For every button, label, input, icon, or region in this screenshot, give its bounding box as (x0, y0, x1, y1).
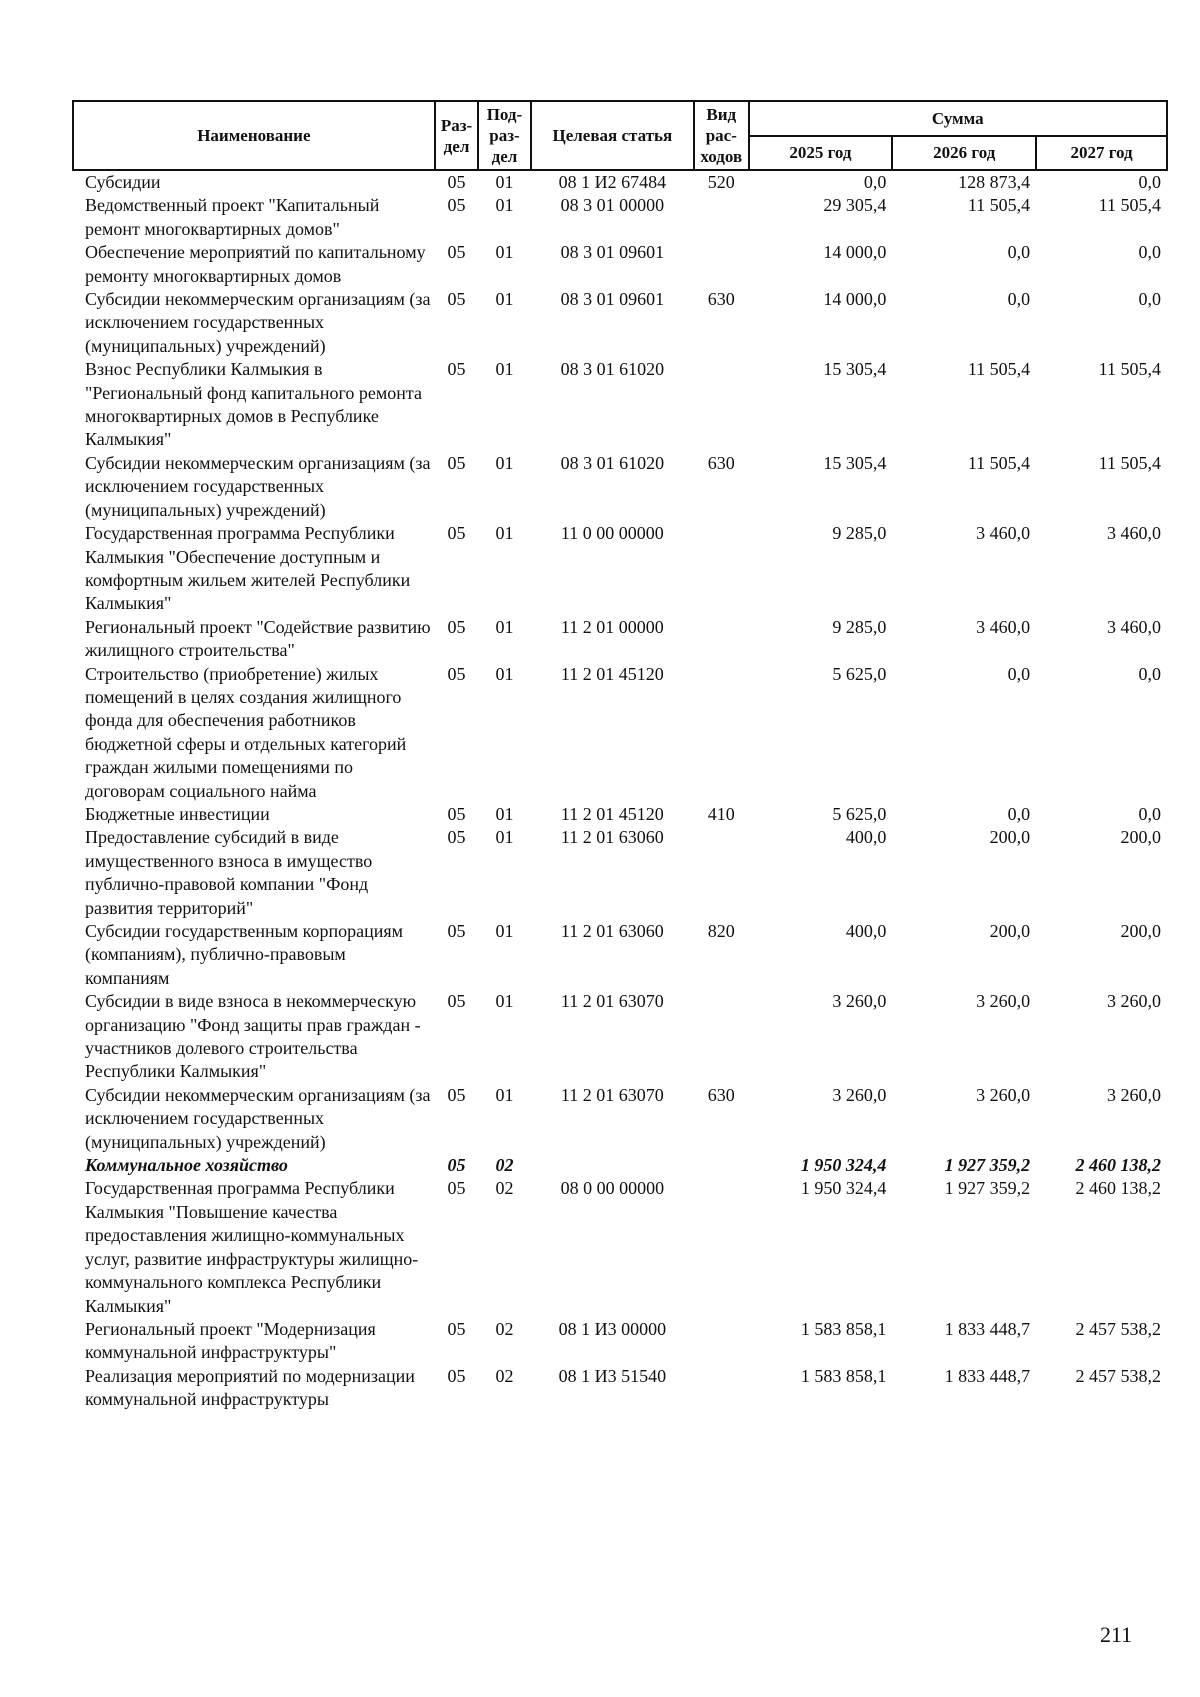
table-row (73, 1365, 1167, 1412)
row-sum-2027: 0,0 (1138, 242, 1161, 263)
row-sum-2026: 200,0 (989, 921, 1031, 941)
row-name: Ведомственный проект "Капитальный ремонт многоквартирных домов" (85, 195, 380, 239)
row-name: Бюджетные инвестиции (85, 803, 270, 824)
row-razdel: 05 (447, 1155, 466, 1176)
row-podrazdel: 01 (495, 663, 514, 684)
row-podrazdel: 02 (495, 1155, 514, 1176)
table-row (73, 990, 1167, 1084)
row-sum-2025: 0,0 (863, 172, 887, 192)
table-header (73, 101, 1167, 170)
row-podrazdel: 02 (495, 1365, 514, 1386)
row-vid-rashodov (694, 358, 748, 452)
row-sum-2027: 200,0 (1120, 827, 1161, 848)
table-row (73, 241, 1167, 288)
row-razdel: 05 (447, 1084, 466, 1105)
row-sum-2025: 15 305,4 (823, 452, 887, 473)
table-row (73, 663, 1167, 803)
row-vid-rashodov (694, 990, 748, 1084)
col-header-name: Наименование (73, 101, 435, 170)
row-name: Реализация мероприятий по модернизации коммунальной инфраструктуры (85, 1365, 415, 1410)
row-razdel: 05 (447, 991, 466, 1012)
col-header-summa: Сумма (749, 101, 1167, 136)
row-name: Государственная программа Республики Калмыкия "Повышение качества предоставления жилищно-коммунальных услуг, развитие инфраструктуры жилищно-коммунального комплекса Республики Калмыкия" (85, 1178, 419, 1316)
row-razdel: 05 (447, 1365, 466, 1386)
row-vid-rashodov (694, 1177, 748, 1317)
row-vid-rashodov (694, 194, 748, 241)
row-podrazdel: 01 (495, 827, 514, 848)
row-celevaya-statya: 11 2 01 63070 (560, 1084, 664, 1105)
row-celevaya-statya: 08 3 01 09601 (560, 242, 665, 263)
row-celevaya-statya: 08 3 01 00000 (560, 195, 665, 216)
row-celevaya-statya: 11 2 01 63060 (560, 921, 664, 941)
row-sum-2027: 3 460,0 (1107, 523, 1161, 544)
row-sum-2025: 1 950 324,4 (800, 1155, 887, 1176)
row-sum-2026: 3 460,0 (976, 616, 1031, 637)
table-row (73, 194, 1167, 241)
row-name: Региональный проект "Содействие развитию жилищного строительства" (85, 616, 431, 661)
table-row (73, 288, 1167, 358)
row-name: Строительство (приобретение) жилых помещений в целях создания жилищного фонда для обеспечения работников бюджетной сферы и отдельных категорий граждан жилыми помещениями по договорам социального найма (85, 663, 407, 801)
row-sum-2027: 3 260,0 (1107, 991, 1161, 1012)
row-sum-2025: 15 305,4 (823, 359, 887, 380)
row-sum-2025: 9 285,0 (832, 523, 887, 544)
table-row (73, 616, 1167, 663)
row-sum-2025: 1 950 324,4 (800, 1178, 887, 1199)
row-razdel: 05 (447, 1178, 466, 1199)
table-row (73, 803, 1167, 826)
row-sum-2025: 3 260,0 (832, 991, 887, 1012)
row-razdel: 05 (447, 242, 466, 263)
table-row (73, 1318, 1167, 1365)
row-vid-rashodov (694, 1154, 748, 1177)
row-celevaya-statya: 11 2 01 45120 (560, 663, 664, 684)
row-celevaya-statya: 08 3 01 61020 (560, 452, 665, 473)
row-name: Субсидии в виде взноса в некоммерческую организацию "Фонд защиты прав граждан - участников долевого строительства Республики Калмыкия" (85, 991, 421, 1082)
row-sum-2025: 14 000,0 (823, 289, 887, 310)
row-name: Субсидии некоммерческим организациям (за исключением государственных (муниципальных) учреждений) (85, 289, 431, 356)
row-vid-rashodov: 630 (707, 289, 735, 310)
table-row (73, 1177, 1167, 1317)
row-sum-2025: 1 583 858,1 (800, 1365, 887, 1386)
row-celevaya-statya: 11 2 01 63060 (560, 827, 664, 848)
row-vid-rashodov: 630 (707, 1084, 735, 1105)
col-header-2027: 2027 год (1036, 136, 1167, 171)
row-vid-rashodov (694, 663, 748, 803)
row-sum-2027: 11 505,4 (1098, 452, 1161, 473)
row-sum-2027: 0,0 (1138, 803, 1161, 824)
row-vid-rashodov (694, 1318, 748, 1365)
row-razdel: 05 (447, 616, 466, 637)
row-sum-2026: 3 460,0 (976, 523, 1031, 544)
row-sum-2026: 3 260,0 (976, 991, 1031, 1012)
row-sum-2027: 2 457 538,2 (1075, 1365, 1161, 1386)
row-sum-2027: 3 460,0 (1107, 616, 1161, 637)
row-sum-2027: 11 505,4 (1098, 359, 1161, 380)
row-razdel: 05 (447, 803, 466, 824)
table-row (73, 920, 1167, 990)
row-podrazdel: 02 (495, 1178, 514, 1199)
row-vid-rashodov (694, 241, 748, 288)
col-header-vid: Вид рас-ходов (694, 101, 748, 170)
row-name: Предоставление субсидий в виде имущественного взноса в имущество публично-правовой компании "Фонд развития территорий" (85, 827, 373, 918)
row-sum-2027: 2 460 138,2 (1075, 1155, 1161, 1176)
row-podrazdel: 01 (495, 359, 514, 380)
table-row (73, 358, 1167, 452)
row-name: Субсидии государственным корпорациям (компаниям), публично-правовым компаниям (85, 921, 404, 988)
row-celevaya-statya: 08 1 И3 51540 (558, 1365, 667, 1386)
row-sum-2025: 400,0 (845, 827, 887, 848)
row-podrazdel: 01 (495, 452, 514, 473)
row-razdel: 05 (447, 195, 466, 216)
row-razdel: 05 (447, 663, 466, 684)
row-sum-2027: 11 505,4 (1098, 195, 1161, 216)
table-row (73, 826, 1167, 920)
row-vid-rashodov: 520 (707, 172, 735, 192)
row-celevaya-statya: 08 1 И3 00000 (558, 1318, 667, 1339)
row-celevaya-statya: 08 1 И2 67484 (558, 172, 667, 192)
row-sum-2027: 200,0 (1120, 921, 1161, 941)
table-row (73, 1084, 1167, 1154)
row-celevaya-statya: 11 2 01 45120 (560, 803, 664, 824)
row-sum-2026: 1 927 359,2 (944, 1178, 1031, 1199)
row-podrazdel: 01 (495, 921, 514, 941)
row-name: Субсидии некоммерческим организациям (за исключением государственных (муниципальных) учреждений) (85, 452, 431, 520)
row-sum-2026: 3 260,0 (976, 1084, 1031, 1105)
row-sum-2026: 200,0 (989, 827, 1031, 848)
col-header-podrazdel: Под-раз-дел (478, 101, 530, 170)
row-sum-2027: 3 260,0 (1107, 1084, 1161, 1105)
row-celevaya-statya: 11 0 00 00000 (560, 523, 664, 544)
row-celevaya-statya: 08 0 00 00000 (560, 1178, 665, 1199)
row-vid-rashodov: 410 (707, 803, 735, 824)
row-name: Коммунальное хозяйство (85, 1155, 288, 1176)
row-sum-2027: 0,0 (1138, 172, 1161, 192)
row-sum-2026: 1 927 359,2 (944, 1155, 1031, 1176)
row-podrazdel: 01 (495, 172, 514, 192)
row-podrazdel: 01 (495, 991, 514, 1012)
row-sum-2025: 400,0 (845, 921, 887, 941)
row-sum-2025: 5 625,0 (832, 663, 887, 684)
budget-table (72, 100, 1168, 1412)
row-vid-rashodov: 630 (707, 452, 735, 473)
table-row (73, 1154, 1167, 1177)
row-name: Субсидии (85, 172, 161, 192)
row-sum-2026: 0,0 (1007, 242, 1031, 263)
row-celevaya-statya: 08 3 01 61020 (560, 359, 665, 380)
row-name: Обеспечение мероприятий по капитальному ремонту многоквартирных домов (85, 242, 426, 286)
col-header-razdel: Раз-дел (435, 101, 479, 170)
row-vid-rashodov (694, 616, 748, 663)
col-header-2026: 2026 год (892, 136, 1036, 171)
row-sum-2026: 1 833 448,7 (944, 1365, 1031, 1386)
col-header-celevaya: Целевая статья (531, 101, 694, 170)
budget-page (72, 100, 1168, 1412)
row-podrazdel: 01 (495, 195, 514, 216)
row-sum-2026: 0,0 (1007, 803, 1031, 824)
table-row (73, 522, 1167, 616)
row-vid-rashodov (694, 522, 748, 616)
row-celevaya-statya: 11 2 01 63070 (560, 991, 664, 1012)
row-podrazdel: 01 (495, 523, 514, 544)
row-celevaya-statya (531, 1154, 694, 1177)
row-podrazdel: 01 (495, 616, 514, 637)
row-sum-2027: 2 457 538,2 (1075, 1318, 1161, 1339)
row-razdel: 05 (447, 1318, 466, 1339)
row-sum-2026: 11 505,4 (967, 452, 1031, 473)
row-name: Взнос Республики Калмыкия в "Региональный фонд капитального ремонта многоквартирных домов в Республике Калмыкия" (85, 359, 422, 450)
row-razdel: 05 (447, 172, 466, 192)
table-row (73, 170, 1167, 194)
row-sum-2026: 0,0 (1007, 663, 1031, 684)
row-name: Субсидии некоммерческим организациям (за исключением государственных (муниципальных) учреждений) (85, 1084, 431, 1152)
row-sum-2027: 0,0 (1138, 663, 1161, 684)
row-sum-2025: 3 260,0 (832, 1084, 887, 1105)
row-celevaya-statya: 08 3 01 09601 (560, 289, 665, 310)
row-podrazdel: 01 (495, 803, 514, 824)
row-razdel: 05 (447, 289, 466, 310)
row-sum-2026: 11 505,4 (967, 359, 1031, 380)
col-header-2025: 2025 год (749, 136, 893, 171)
row-sum-2026: 0,0 (1007, 289, 1031, 310)
row-sum-2025: 14 000,0 (823, 242, 887, 263)
row-name: Региональный проект "Модернизация коммунальной инфраструктуры" (85, 1318, 376, 1363)
table-row (73, 452, 1167, 522)
row-sum-2026: 1 833 448,7 (944, 1318, 1031, 1339)
row-razdel: 05 (447, 827, 466, 848)
row-sum-2026: 11 505,4 (967, 195, 1031, 216)
row-podrazdel: 01 (495, 289, 514, 310)
row-vid-rashodov (694, 1365, 748, 1412)
row-name: Государственная программа Республики Калмыкия "Обеспечение доступным и комфортным жильем жителей Республики Калмыкия" (85, 523, 411, 614)
table-body (73, 170, 1167, 1412)
page-number: 211 (1100, 1622, 1133, 1647)
row-sum-2027: 0,0 (1138, 289, 1161, 310)
row-celevaya-statya: 11 2 01 00000 (560, 616, 664, 637)
row-podrazdel: 02 (495, 1318, 514, 1339)
row-razdel: 05 (447, 452, 466, 473)
row-sum-2026: 128 873,4 (958, 172, 1031, 192)
row-razdel: 05 (447, 359, 466, 380)
row-podrazdel: 01 (495, 242, 514, 263)
row-sum-2025: 5 625,0 (832, 803, 887, 824)
row-razdel: 05 (447, 921, 466, 941)
row-sum-2025: 29 305,4 (823, 195, 887, 216)
row-vid-rashodov (694, 826, 748, 920)
row-sum-2025: 1 583 858,1 (800, 1318, 887, 1339)
row-sum-2025: 9 285,0 (832, 616, 887, 637)
row-vid-rashodov: 820 (707, 921, 735, 941)
row-razdel: 05 (447, 523, 466, 544)
row-sum-2027: 2 460 138,2 (1075, 1178, 1161, 1199)
row-podrazdel: 01 (495, 1084, 514, 1105)
